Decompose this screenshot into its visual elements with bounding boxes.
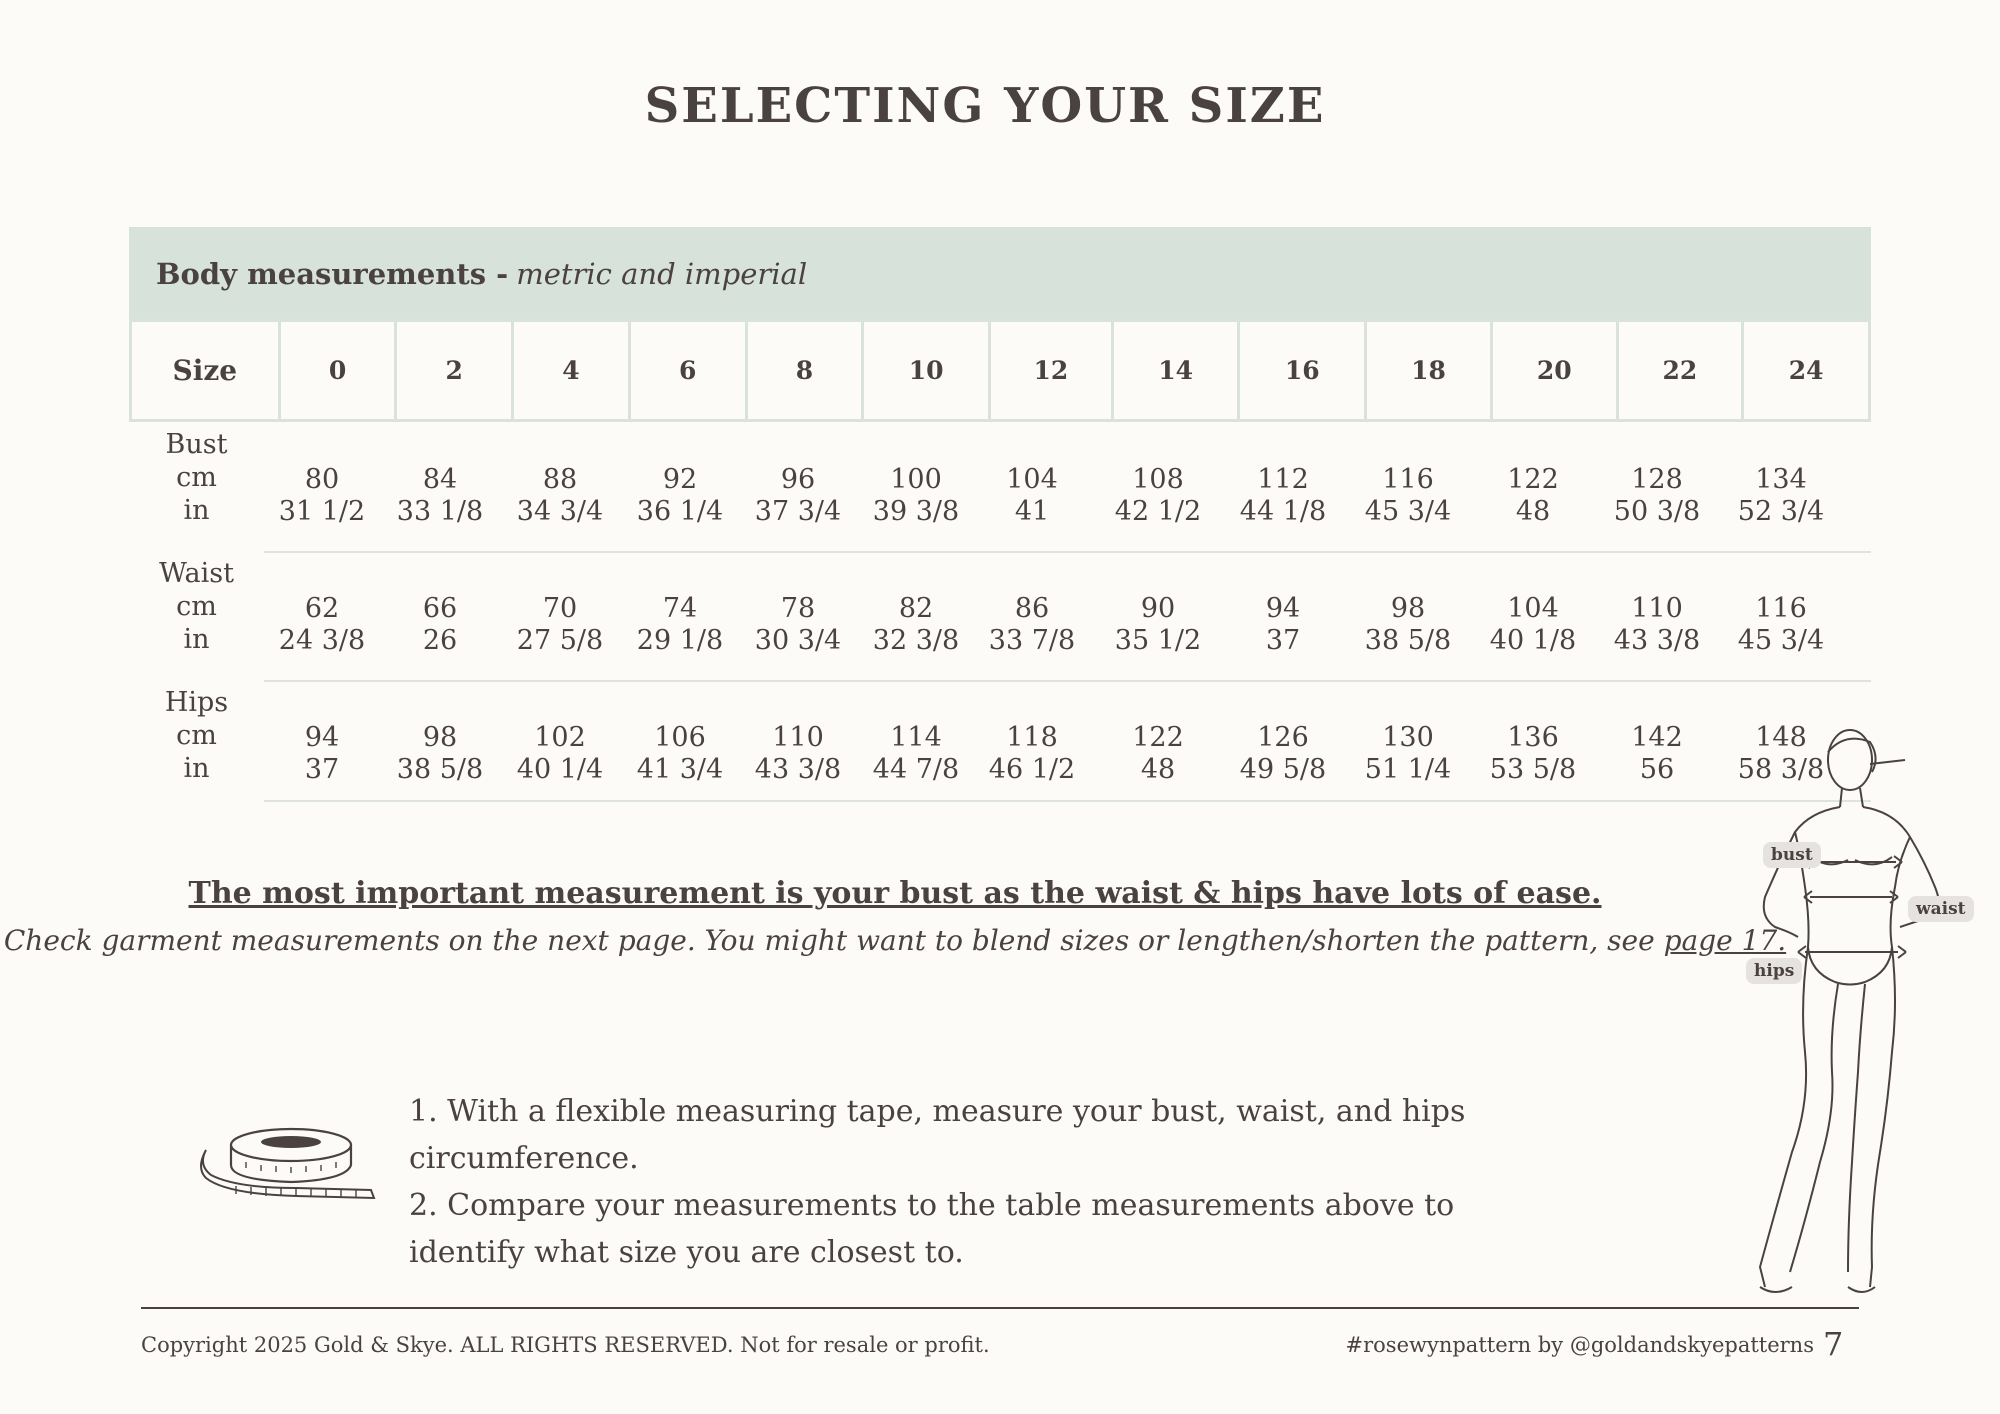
cell-cm: 94 [304,722,340,753]
cell-in: 38 5/8 [396,754,484,785]
cell-in: 37 [304,754,340,785]
cell-cm: 66 [422,593,458,624]
size-2: 2 [394,322,511,419]
table-cell [1098,722,1218,786]
cell-cm: 108 [1132,464,1184,495]
cell-cm: 90 [1140,593,1176,624]
table-cell [738,722,858,786]
cell-cm: 88 [542,464,578,495]
size-label: Size [172,354,238,387]
cell-in: 45 3/4 [1737,625,1825,656]
footer-divider [141,1307,1859,1309]
row-label-unit-cm: cm [176,462,217,493]
table-cell [1223,593,1343,657]
table-cell [500,722,620,786]
cell-cm: 98 [1390,593,1426,624]
body-figure-illustration [1720,712,2000,1312]
cell-in: 46 1/2 [988,754,1076,785]
size-10: 10 [861,322,988,419]
cell-in: 27 5/8 [516,625,604,656]
cell-in: 56 [1639,754,1675,785]
table-cell [1348,722,1468,786]
cell-in: 43 3/8 [754,754,842,785]
cell-in: 26 [422,625,458,656]
table-cell [1721,464,1841,528]
copyright-text: Copyright 2025 Gold & Skye. ALL RIGHTS RESERVED. Not for resale or profit. [141,1333,990,1357]
cell-in: 42 1/2 [1114,496,1202,527]
check-note-text: Check garment measurements on the next page. You might want to blend sizes or lengthen/shorten the pattern, see [3,924,1655,957]
table-cell [380,464,500,528]
cell-in: 34 3/4 [516,496,604,527]
cell-cm: 136 [1507,722,1559,753]
page-number: 7 [1823,1325,1844,1363]
table-cell [1473,593,1593,657]
table-header-bold: Body measurements - [156,256,509,291]
cell-cm: 80 [304,464,340,495]
table-cell [1098,464,1218,528]
cell-cm: 130 [1382,722,1434,753]
table-cell [1223,464,1343,528]
size-16: 16 [1237,322,1364,419]
table-header [129,227,1871,320]
table-cell [620,464,740,528]
cell-cm: 116 [1382,464,1434,495]
cell-cm: 84 [422,464,458,495]
cell-in: 33 7/8 [988,625,1076,656]
table-cell [620,722,740,786]
size-4: 4 [511,322,628,419]
page-title: SELECTING YOUR SIZE [644,78,1326,134]
table-cell [1223,722,1343,786]
table-cell [972,593,1092,657]
table-cell [500,593,620,657]
cell-in: 48 [1515,496,1551,527]
step-2: 2. Compare your measurements to the table measurements above to identify what size you are closest to. [409,1188,1455,1270]
waist-tag: waist [1908,896,1974,922]
table-cell [738,593,858,657]
cell-in: 51 1/4 [1364,754,1452,785]
table-cell [856,464,976,528]
size-22: 22 [1616,322,1742,419]
cell-cm: 102 [534,722,586,753]
row-divider [264,800,1871,802]
table-cell [1473,722,1593,786]
cell-cm: 82 [898,593,934,624]
cell-in: 31 1/2 [278,496,366,527]
bust-tag: bust [1763,842,1821,868]
cell-in: 33 1/8 [396,496,484,527]
cell-in: 38 5/8 [1364,625,1452,656]
cell-in: 24 3/8 [278,625,366,656]
cell-cm: 122 [1132,722,1184,753]
table-cell [1597,722,1717,786]
cell-cm: 118 [1006,722,1058,753]
cell-cm: 126 [1257,722,1309,753]
table-cell [380,593,500,657]
cell-in: 32 3/8 [872,625,960,656]
table-cell [620,593,740,657]
cell-in: 39 3/8 [872,496,960,527]
cell-cm: 86 [1014,593,1050,624]
row-hips [129,686,1871,802]
cell-in: 40 1/8 [1489,625,1577,656]
hips-tag: hips [1746,958,1802,984]
cell-in: 29 1/8 [636,625,724,656]
table-cell [262,722,382,786]
cell-in: 45 3/4 [1364,496,1452,527]
cell-cm: 78 [780,593,816,624]
row-label [129,686,264,785]
row-label-name: Waist [159,558,234,589]
cell-in: 37 [1265,625,1301,656]
cell-cm: 114 [890,722,942,753]
cell-cm: 104 [1507,593,1559,624]
cell-in: 41 3/4 [636,754,724,785]
row-waist [129,557,1871,682]
table-cell [262,593,382,657]
size-8: 8 [745,322,862,419]
cell-in: 37 3/4 [754,496,842,527]
cell-cm: 96 [780,464,816,495]
cell-in: 49 5/8 [1239,754,1327,785]
cell-in: 43 3/8 [1613,625,1701,656]
important-note: The most important measurement is your bust as the waist & hips have lots of ease. [188,876,1602,911]
table-cell [972,722,1092,786]
table-cell [1348,593,1468,657]
row-divider [264,551,1871,553]
cell-in: 44 1/8 [1239,496,1327,527]
size-20: 20 [1490,322,1616,419]
table-header-italic: metric and imperial [516,256,808,291]
table-cell [1348,464,1468,528]
cell-in: 48 [1140,754,1176,785]
table-cell [1098,593,1218,657]
size-row [129,319,1871,422]
size-12: 12 [988,322,1111,419]
cell-cm: 128 [1631,464,1683,495]
cell-in: 40 1/4 [516,754,604,785]
table-cell [500,464,620,528]
cell-cm: 148 [1755,722,1807,753]
row-label-unit-in: in [183,624,210,655]
cell-cm: 94 [1265,593,1301,624]
cell-cm: 110 [772,722,824,753]
cell-in: 53 5/8 [1489,754,1577,785]
row-label-unit-cm: cm [176,720,217,751]
cell-cm: 110 [1631,593,1683,624]
cell-cm: 112 [1257,464,1309,495]
row-label-name: Hips [164,687,229,718]
table-cell [856,722,976,786]
cell-cm: 62 [304,593,340,624]
cell-cm: 92 [662,464,698,495]
page-link[interactable]: page 17. [1663,924,1787,957]
size-6: 6 [628,322,745,419]
size-24: 24 [1741,322,1868,419]
step-1: 1. With a flexible measuring tape, measure your bust, waist, and hips circumference. [409,1094,1466,1176]
cell-in: 58 3/8 [1737,754,1825,785]
table-cell [738,464,858,528]
row-label-unit-cm: cm [176,591,217,622]
table-cell [856,593,976,657]
table-cell [1473,464,1593,528]
row-divider [264,680,1871,682]
cell-cm: 142 [1631,722,1683,753]
table-cell [1721,593,1841,657]
row-label [129,428,264,527]
size-0: 0 [278,322,395,419]
cell-cm: 70 [542,593,578,624]
table-cell [1597,464,1717,528]
cell-cm: 98 [422,722,458,753]
size-14: 14 [1111,322,1238,419]
size-18: 18 [1364,322,1490,419]
table-cell [380,722,500,786]
table-cell [1597,593,1717,657]
cell-cm: 122 [1507,464,1559,495]
table-cell [972,464,1092,528]
cell-cm: 74 [662,593,698,624]
cell-in: 52 3/4 [1737,496,1825,527]
cell-cm: 134 [1755,464,1807,495]
measuring-tape-icon [196,1120,381,1200]
cell-in: 50 3/8 [1613,496,1701,527]
table-cell [262,464,382,528]
cell-in: 35 1/2 [1114,625,1202,656]
cell-in: 30 3/4 [754,625,842,656]
row-label-name: Bust [165,429,228,460]
row-label [129,557,264,656]
cell-in: 44 7/8 [872,754,960,785]
row-bust [129,428,1871,553]
check-note [0,924,1790,957]
cell-cm: 116 [1755,593,1807,624]
cell-cm: 104 [1006,464,1058,495]
cell-in: 41 [1014,496,1050,527]
instructions [409,1088,1509,1276]
hashtag-text: #rosewynpattern by @goldandskyepatterns [1345,1333,1814,1357]
cell-cm: 100 [890,464,942,495]
cell-cm: 106 [654,722,706,753]
cell-in: 36 1/4 [636,496,724,527]
row-label-unit-in: in [183,495,210,526]
row-label-unit-in: in [183,753,210,784]
